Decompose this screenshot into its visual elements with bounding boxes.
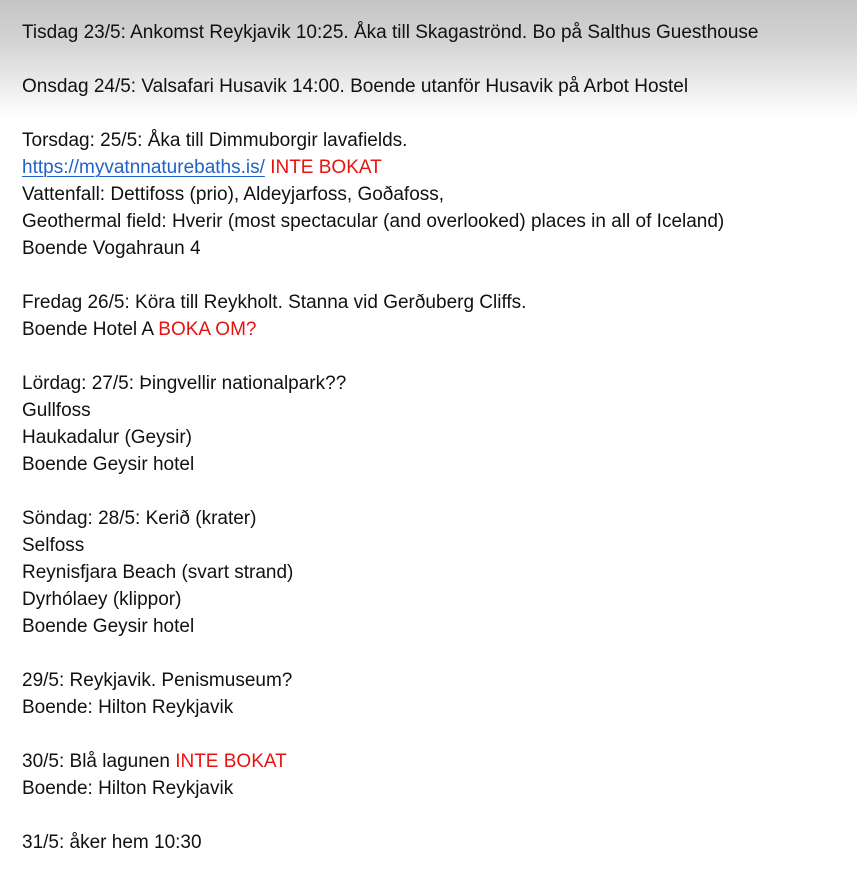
- not-booked-note: INTE BOKAT: [270, 157, 382, 178]
- day-heading: [22, 289, 758, 316]
- day-sunday: [22, 505, 758, 640]
- activity-line: [22, 397, 758, 424]
- accommodation-line: [22, 775, 758, 802]
- day-friday: [22, 289, 758, 343]
- day-29: [22, 667, 758, 721]
- day-text: Onsdag 24/5: Valsafari Husavik 14:00. Boende utanför Husavik på Arbot Hostel: [22, 76, 689, 97]
- activity-line: [22, 532, 758, 559]
- geothermal-line: [22, 208, 758, 235]
- day-text: Reynisfjara Beach (svart strand): [22, 562, 294, 583]
- day-heading: [22, 505, 758, 532]
- blank-line: [22, 802, 758, 829]
- day-text: Haukadalur (Geysir): [22, 427, 192, 448]
- myvatn-baths-link[interactable]: https://myvatnnaturebaths.is/: [22, 157, 265, 178]
- day-text: Boende: Hilton Reykjavik: [22, 778, 234, 799]
- accommodation-line: [22, 613, 758, 640]
- day-text: 29/5: Reykjavik. Penismuseum?: [22, 670, 293, 691]
- blank-line: [22, 478, 758, 505]
- day-text: 30/5: Blå lagunen: [22, 751, 170, 772]
- blank-line: [22, 100, 758, 127]
- day-text: 31/5: åker hem 10:30: [22, 832, 202, 853]
- day-heading: [22, 748, 758, 775]
- activity-line: [22, 424, 758, 451]
- day-text: Dyrhólaey (klippor): [22, 589, 182, 610]
- day-31: [22, 829, 758, 856]
- blank-line: [22, 46, 758, 73]
- day-text: Vattenfall: Dettifoss (prio), Aldeyjarfoss, Goðafoss,: [22, 184, 445, 205]
- blank-line: [22, 262, 758, 289]
- day-text: Boende Geysir hotel: [22, 616, 195, 637]
- day-tuesday: [22, 19, 758, 46]
- itinerary-document: [22, 19, 758, 856]
- waterfalls-line: [22, 181, 758, 208]
- day-text: Fredag 26/5: Köra till Reykholt. Stanna vid Gerðuberg Cliffs.: [22, 292, 527, 313]
- day-text: Torsdag: 25/5: Åka till Dimmuborgir lavafields.: [22, 130, 408, 151]
- day-text: Boende Vogahraun 4: [22, 238, 201, 259]
- day-30: [22, 748, 758, 802]
- day-text: Boende Hotel A: [22, 319, 153, 340]
- day-text: Gullfoss: [22, 400, 91, 421]
- activity-line: [22, 586, 758, 613]
- day-saturday: [22, 370, 758, 478]
- blank-line: [22, 721, 758, 748]
- blank-line: [22, 640, 758, 667]
- day-heading: [22, 370, 758, 397]
- day-text: Boende Geysir hotel: [22, 454, 195, 475]
- blank-line: [22, 343, 758, 370]
- accommodation-line: [22, 235, 758, 262]
- not-booked-note: INTE BOKAT: [175, 751, 287, 772]
- day-wednesday: [22, 73, 758, 100]
- day-heading: [22, 667, 758, 694]
- day-text: Boende: Hilton Reykjavik: [22, 697, 234, 718]
- accommodation-line: [22, 694, 758, 721]
- accommodation-line: [22, 316, 758, 343]
- day-thursday: [22, 127, 758, 262]
- day-text: Geothermal field: Hverir (most spectacular (and overlooked) places in all of Iceland): [22, 211, 725, 232]
- rebook-note: BOKA OM?: [158, 319, 257, 340]
- activity-line: [22, 559, 758, 586]
- day-heading: [22, 127, 758, 154]
- day-text: Selfoss: [22, 535, 85, 556]
- day-text: Lördag: 27/5: Þingvellir nationalpark??: [22, 373, 347, 394]
- day-text: Söndag: 28/5: Kerið (krater): [22, 508, 257, 529]
- link-line: [22, 154, 758, 181]
- accommodation-line: [22, 451, 758, 478]
- day-text: Tisdag 23/5: Ankomst Reykjavik 10:25. Åka till Skagaströnd. Bo på Salthus Guesthouse: [22, 22, 759, 43]
